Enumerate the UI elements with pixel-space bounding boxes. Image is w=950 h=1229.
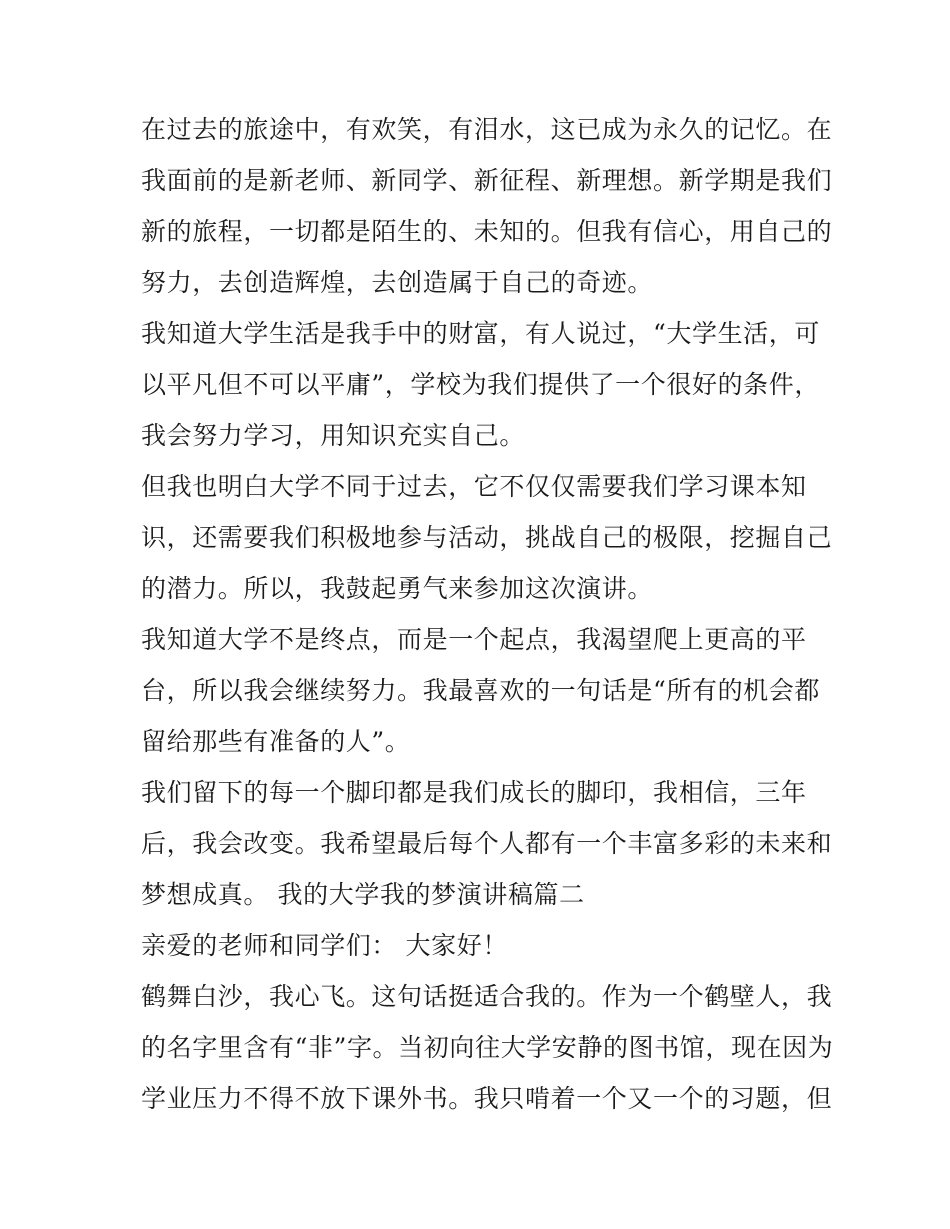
text-line: 识，还需要我们积极地参与活动，挑战自己的极限，挖掘自己	[141, 523, 833, 552]
text-line: 学业压力不得不放下课外书。我只啃着一个又一个的习题，但	[141, 1084, 833, 1113]
text-line: 我会努力学习，用知识充实自己。	[141, 421, 526, 450]
text-line: 梦想成真。 我的大学我的梦演讲稿篇二	[141, 880, 585, 909]
text-line: 以平凡但不可以平庸”，学校为我们提供了一个很好的条件，	[141, 370, 820, 399]
document-body	[141, 104, 834, 1124]
text-line: 鹤舞白沙，我心飞。这句话挺适合我的。作为一个鹤壁人，我	[141, 982, 833, 1011]
text-line: 新的旅程，一切都是陌生的、未知的。但我有信心，用自己的	[141, 217, 833, 246]
text-line: 后，我会改变。我希望最后每个人都有一个丰富多彩的未来和	[141, 829, 833, 858]
text-line: 的潜力。所以，我鼓起勇气来参加这次演讲。	[141, 574, 654, 603]
text-line: 留给那些有准备的人”。	[141, 727, 411, 756]
text-line: 台，所以我会继续努力。我最喜欢的一句话是“所有的机会都	[141, 676, 820, 705]
text-line: 我面前的是新老师、新同学、新征程、新理想。新学期是我们	[141, 166, 833, 195]
text-line: 我知道大学不是终点，而是一个起点，我渴望爬上更高的平	[141, 625, 807, 654]
text-line: 我们留下的每一个脚印都是我们成长的脚印，我相信，三年	[141, 778, 807, 807]
text-line: 努力，去创造辉煌，去创造属于自己的奇迹。	[141, 268, 654, 297]
text-line: 亲爱的老师和同学们： 大家好！	[141, 931, 508, 960]
text-line: 但我也明白大学不同于过去，它不仅仅需要我们学习课本知	[141, 472, 807, 501]
text-line: 的名字里含有“非”字。当初向往大学安静的图书馆，现在因为	[141, 1033, 834, 1062]
text-line: 在过去的旅途中，有欢笑，有泪水，这已成为永久的记忆。在	[141, 115, 833, 144]
text-line: 我知道大学生活是我手中的财富，有人说过，“大学生活，可	[141, 319, 820, 348]
